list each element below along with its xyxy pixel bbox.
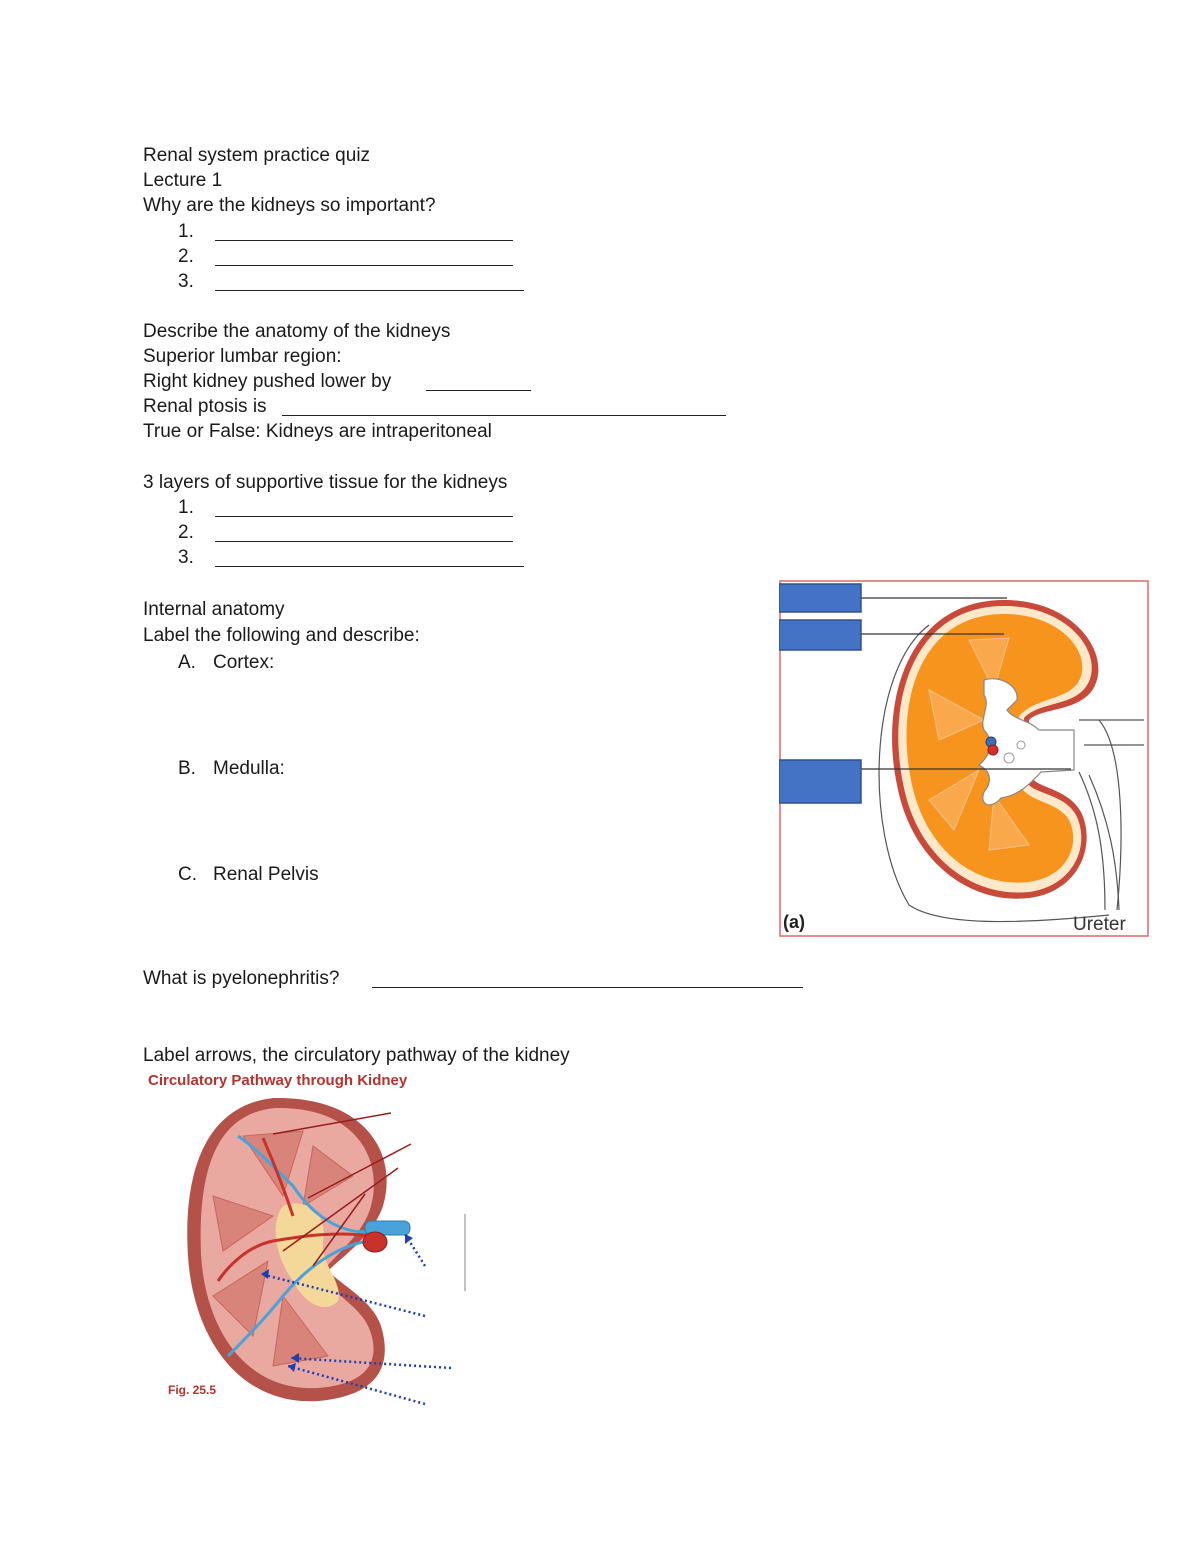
answer-blank[interactable] xyxy=(215,566,524,567)
item-renal-pelvis: Renal Pelvis xyxy=(213,864,319,885)
circulatory-figure xyxy=(143,1066,468,1416)
list-number: 3. xyxy=(178,271,194,292)
item-cortex: Cortex: xyxy=(213,652,275,673)
ureter-label: Ureter xyxy=(1073,914,1126,935)
panel-label: (a) xyxy=(783,912,805,932)
list-number: 2. xyxy=(178,246,194,267)
item-medulla: Medulla: xyxy=(213,758,285,779)
anatomy-line: Right kidney pushed lower by xyxy=(143,371,392,392)
anatomy-line: True or False: Kidneys are intraperitoneal xyxy=(143,421,492,442)
internal-heading: Internal anatomy xyxy=(143,599,285,620)
pyelo-question: What is pyelonephritis? xyxy=(143,968,340,989)
answer-blank[interactable] xyxy=(215,240,513,241)
anatomy-line: Superior lumbar region: xyxy=(143,346,342,367)
list-number: 1. xyxy=(178,221,194,242)
circ-instruction: Label arrows, the circulatory pathway of the kidney xyxy=(143,1045,570,1066)
answer-blank[interactable] xyxy=(215,541,513,542)
answer-blank[interactable] xyxy=(282,415,726,416)
page-title: Renal system practice quiz xyxy=(143,145,371,166)
figure-title: Circulatory Pathway through Kidney xyxy=(148,1072,408,1089)
item-letter: C. xyxy=(178,864,197,885)
question-importance: Why are the kidneys so important? xyxy=(143,195,436,216)
answer-blank[interactable] xyxy=(426,390,531,391)
answer-blank[interactable] xyxy=(372,987,803,988)
label-box-1 xyxy=(779,584,861,612)
list-number: 3. xyxy=(178,547,194,568)
list-number: 2. xyxy=(178,522,194,543)
item-letter: B. xyxy=(178,758,196,779)
label-box-2 xyxy=(779,620,861,650)
label-box-3 xyxy=(779,760,861,803)
list-number: 1. xyxy=(178,497,194,518)
kidney-section-figure xyxy=(779,580,1149,937)
item-letter: A. xyxy=(178,652,196,673)
figure-caption: Fig. 25.5 xyxy=(168,1383,217,1397)
lecture-label: Lecture 1 xyxy=(143,170,223,191)
anatomy-heading: Describe the anatomy of the kidneys xyxy=(143,321,451,342)
answer-blank[interactable] xyxy=(215,516,513,517)
layers-question: 3 layers of supportive tissue for the kidneys xyxy=(143,472,508,493)
answer-blank[interactable] xyxy=(215,290,524,291)
anatomy-line: Renal ptosis is xyxy=(143,396,267,417)
answer-blank[interactable] xyxy=(215,265,513,266)
internal-instruction: Label the following and describe: xyxy=(143,625,420,646)
